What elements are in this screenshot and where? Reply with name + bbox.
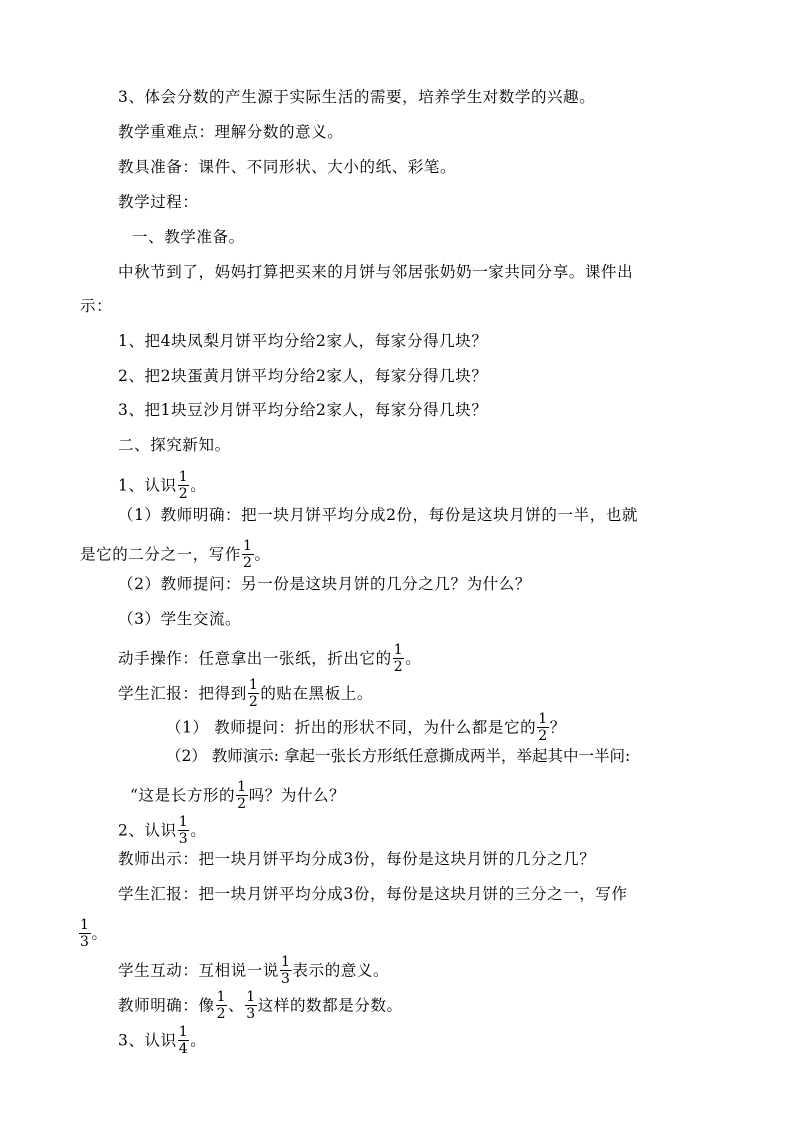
text-line bbox=[118, 678, 373, 711]
fraction-numerator: 1 bbox=[281, 954, 291, 970]
text-segment: 。 bbox=[190, 476, 207, 495]
fraction-numerator: 1 bbox=[178, 469, 189, 485]
fraction-denominator: 3 bbox=[246, 1006, 256, 1022]
fraction-one-half bbox=[537, 711, 549, 744]
fraction-one-half bbox=[248, 677, 260, 710]
list-item: 2、把2块蛋黄月饼平均分给2家人，每家分得几块？ bbox=[118, 367, 488, 385]
text-line bbox=[118, 1025, 206, 1058]
fraction-numerator: 1 bbox=[216, 989, 227, 1005]
text-line: 示： bbox=[80, 297, 113, 315]
fraction-denominator: 4 bbox=[178, 1041, 189, 1057]
text-segment: 这样的数都是分数。 bbox=[257, 996, 403, 1015]
text-segment: 。 bbox=[190, 821, 207, 840]
text-line bbox=[118, 470, 206, 503]
text-line bbox=[166, 712, 566, 745]
fraction-one-third bbox=[178, 814, 190, 847]
fraction-one-half bbox=[236, 779, 248, 812]
fraction-one-half bbox=[216, 989, 228, 1022]
text-line bbox=[130, 780, 345, 813]
text-line bbox=[118, 815, 206, 848]
text-segment: 表示的意义。 bbox=[292, 961, 390, 980]
text-segment: 3、认识 bbox=[118, 1031, 177, 1050]
fraction-one-half bbox=[178, 469, 190, 502]
fraction-one-third bbox=[280, 954, 292, 987]
text-segment: 2、认识 bbox=[118, 821, 177, 840]
text-segment: 。 bbox=[91, 924, 108, 943]
fraction-numerator: 1 bbox=[237, 779, 247, 795]
text-segment: “这是长方形的 bbox=[130, 786, 236, 805]
text-line: （2） 教师演示: 拿起一张长方形纸任意撕成两半，举起其中一半问: bbox=[166, 747, 631, 765]
fraction-denominator: 2 bbox=[243, 555, 253, 571]
text-segment: 动手操作：任意拿出一张纸，折出它的 bbox=[118, 649, 392, 668]
fraction-one-quarter bbox=[178, 1024, 190, 1057]
text-segment: 是它的二分之一，写作 bbox=[80, 545, 242, 564]
section-heading: 教学过程： bbox=[118, 193, 199, 211]
fraction-numerator: 1 bbox=[538, 711, 548, 727]
text-line: （3）学生交流。 bbox=[118, 610, 242, 628]
fraction-denominator: 2 bbox=[248, 694, 259, 710]
fraction-numerator: 1 bbox=[178, 814, 189, 830]
fraction-numerator: 1 bbox=[243, 538, 253, 554]
text-line: （2）教师提问：另一份是这块月饼的几分之几？为什么？ bbox=[118, 575, 531, 593]
text-line: 3、体会分数的产生源于实际生活的需要，培养学生对数学的兴趣。 bbox=[118, 88, 596, 106]
text-segment: 教师明确：像 bbox=[118, 996, 215, 1015]
text-line: 教学重难点：理解分数的意义。 bbox=[118, 123, 344, 141]
fraction-denominator: 2 bbox=[178, 486, 189, 502]
text-segment: 、 bbox=[228, 996, 245, 1015]
fraction-numerator: 1 bbox=[246, 989, 256, 1005]
fraction-one-third bbox=[245, 989, 257, 1022]
list-item: 3、把1块豆沙月饼平均分给2家人，每家分得几块？ bbox=[118, 401, 488, 419]
text-line bbox=[118, 643, 421, 676]
fraction-denominator: 3 bbox=[80, 934, 90, 950]
text-line bbox=[80, 539, 271, 572]
text-line bbox=[118, 955, 389, 988]
list-item: 1、把4块凤梨月饼平均分给2家人，每家分得几块？ bbox=[118, 332, 488, 350]
fraction-numerator: 1 bbox=[178, 1024, 189, 1040]
section-heading: 一、教学准备。 bbox=[132, 228, 245, 246]
text-line: 教具准备：课件、不同形状、大小的纸、彩笔。 bbox=[118, 158, 457, 176]
text-line: （1）教师明确：把一块月饼平均分成2份，每份是这块月饼的一半，也就 bbox=[118, 506, 639, 524]
text-segment: 学生汇报：把得到 bbox=[118, 684, 247, 703]
fraction-numerator: 1 bbox=[80, 917, 90, 933]
fraction-one-half bbox=[242, 538, 254, 571]
fraction-one-half bbox=[393, 642, 405, 675]
fraction-denominator: 2 bbox=[237, 796, 247, 812]
text-line: 中秋节到了，妈妈打算把买来的月饼与邻居张奶奶一家共同分享。课件出 bbox=[118, 263, 634, 281]
text-line bbox=[78, 918, 108, 951]
fraction-denominator: 3 bbox=[281, 971, 291, 987]
text-segment: （1） 教师提问：折出的形状不同，为什么都是它的 bbox=[166, 718, 537, 737]
text-segment: 。 bbox=[405, 649, 422, 668]
fraction-denominator: 2 bbox=[216, 1006, 227, 1022]
fraction-numerator: 1 bbox=[248, 677, 259, 693]
fraction-numerator: 1 bbox=[393, 642, 404, 658]
text-segment: ？ bbox=[549, 718, 566, 737]
fraction-denominator: 2 bbox=[538, 728, 548, 744]
fraction-one-third bbox=[79, 917, 91, 950]
text-segment: 学生互动：互相说一说 bbox=[118, 961, 280, 980]
fraction-denominator: 2 bbox=[393, 659, 404, 675]
text-segment: 吗？为什么？ bbox=[248, 786, 346, 805]
section-heading: 二、探究新知。 bbox=[118, 436, 231, 454]
text-segment: 1、认识 bbox=[118, 476, 177, 495]
text-segment: 的贴在黑板上。 bbox=[260, 684, 374, 703]
text-line: 学生汇报：把一块月饼平均分成3份，每份是这块月饼的三分之一，写作 bbox=[118, 885, 628, 903]
text-segment: 。 bbox=[190, 1031, 207, 1050]
text-line: 教师出示：把一块月饼平均分成3份，每份是这块月饼的几分之几？ bbox=[118, 850, 596, 868]
text-segment: 。 bbox=[254, 545, 271, 564]
text-line bbox=[118, 990, 403, 1023]
fraction-denominator: 3 bbox=[178, 831, 189, 847]
